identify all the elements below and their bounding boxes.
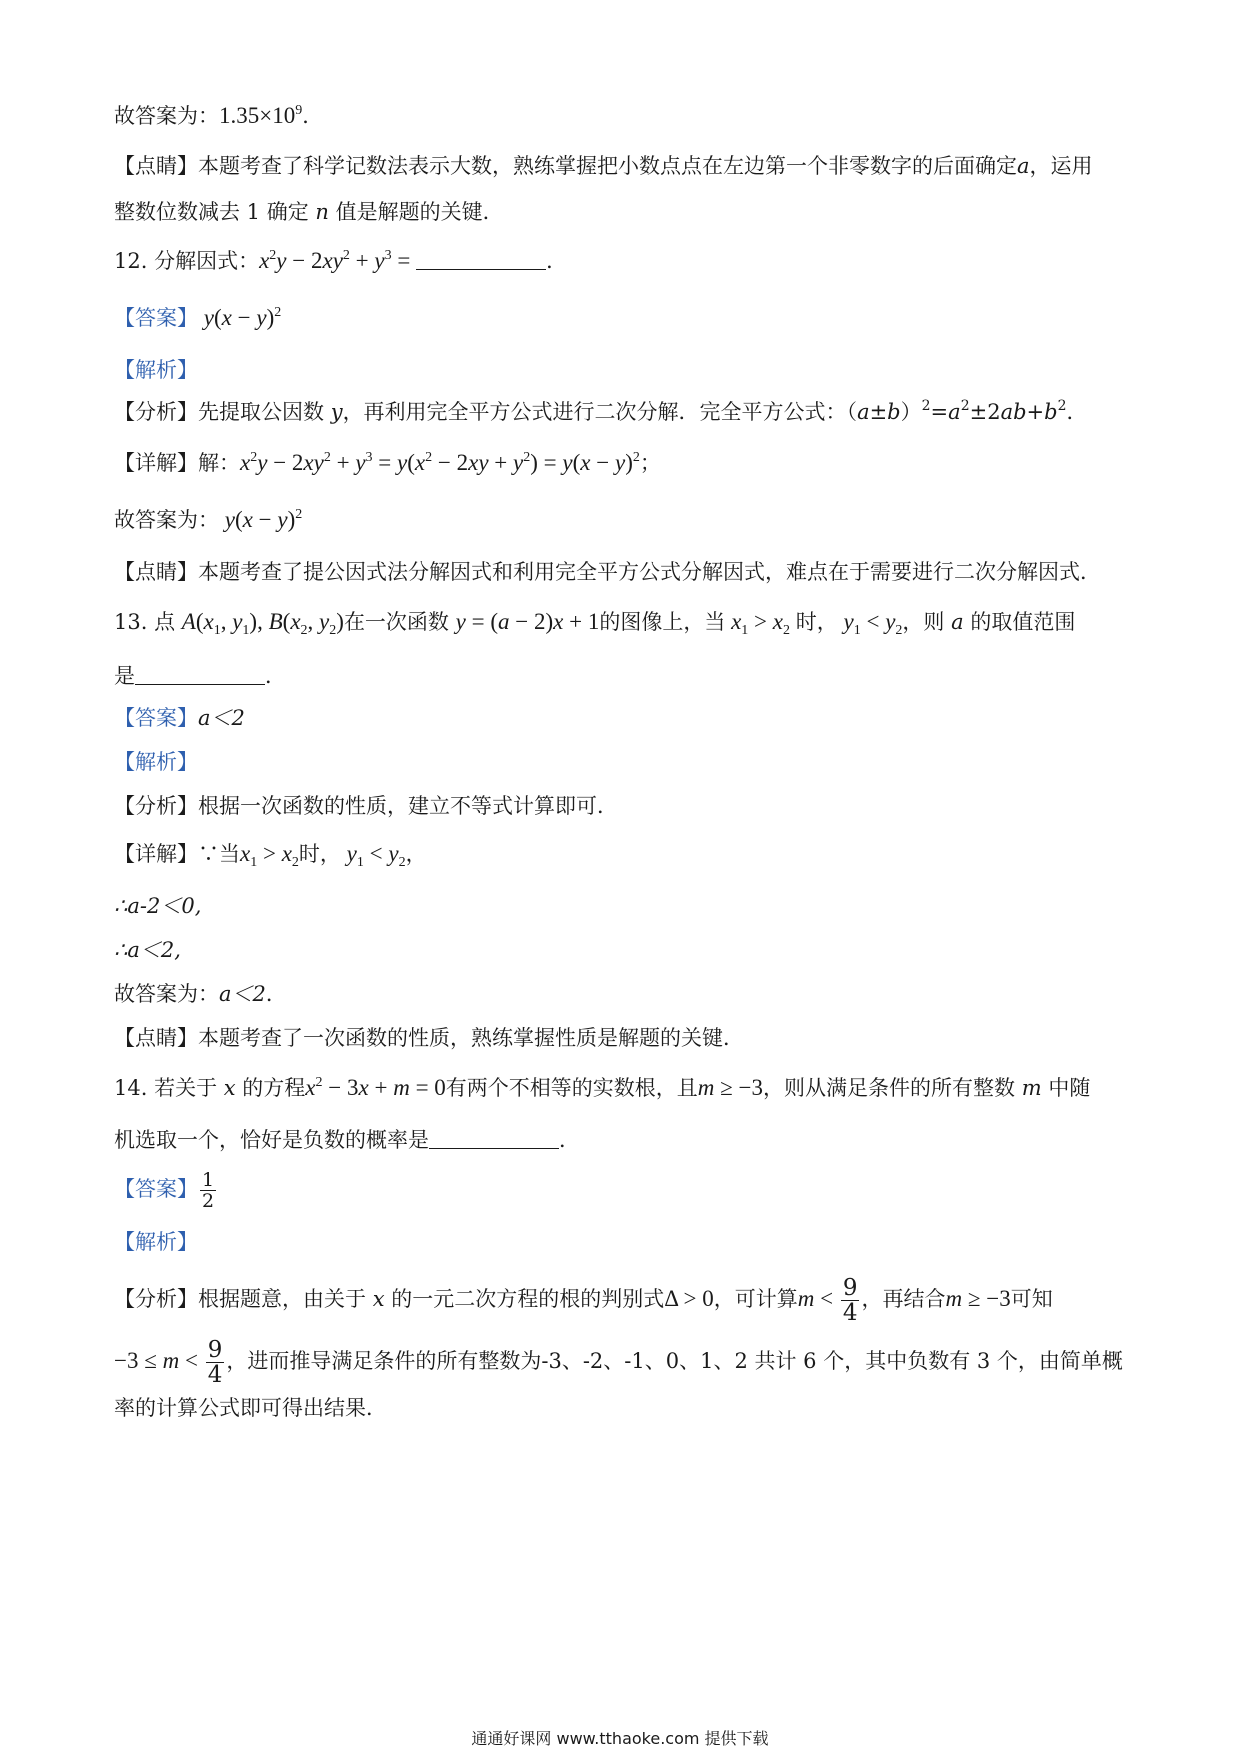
text: 本题考查了提公因式法分解因式和利用完全平方公式分解因式，难点在于需要进行二次分解因式． — [198, 560, 1101, 584]
tag-jiexi: 【解析】 — [114, 750, 198, 774]
var: a — [1017, 154, 1030, 178]
text: 故答案为： — [114, 508, 219, 532]
math-exp: 9 — [295, 103, 303, 118]
var: x — [223, 1076, 236, 1100]
text: 可知 — [1010, 1287, 1053, 1311]
tag-xiangjie: 【详解】 — [114, 451, 198, 475]
fenxi-14-cont — [114, 1338, 1130, 1387]
fraction-numerator: 9 — [207, 1337, 223, 1363]
fraction — [206, 1338, 225, 1387]
math: $x_1 > x_2$ — [240, 841, 299, 870]
text: 是 — [114, 664, 135, 688]
tag-answer: 【答案】 — [114, 1177, 198, 1201]
text: 的方程 — [235, 1076, 306, 1100]
math: m < — [797, 1286, 839, 1311]
text: ． — [265, 664, 286, 688]
jiexi-14 — [114, 1226, 1130, 1258]
question-14 — [114, 1072, 1130, 1104]
dianjing-11 — [114, 150, 1130, 182]
text: 有两个不相等的实数根，且 — [445, 1076, 698, 1100]
text: ∴a＜2, — [114, 938, 181, 962]
question-prefix: 14. 若关于 — [114, 1076, 224, 1100]
text: ±2 — [969, 400, 1001, 424]
question-13-cont — [114, 660, 1130, 692]
text: 的图像上，当 — [599, 610, 726, 634]
xiangjie-12 — [114, 447, 1130, 479]
tag-fenxi: 【分析】 — [114, 794, 198, 818]
math: $y_1 < y_2$ — [843, 609, 903, 638]
fraction-numerator: 1 — [202, 1169, 215, 1191]
math: y = (a − 2)x + 1 — [455, 609, 600, 634]
gu-13 — [114, 978, 1130, 1010]
answer-blank — [416, 249, 546, 270]
var: a±b — [857, 400, 901, 424]
math: $A(x_1$, $y_1$), $B(x_2$, $y_2$) — [181, 609, 344, 638]
text: 本题考查了科学记数法表示大数，熟练掌握把小数点点在左边第一个非零数字的后面确定 — [198, 154, 1017, 178]
xiangjie-13 — [114, 838, 1130, 870]
tag-jiexi: 【解析】 — [114, 1230, 198, 1254]
question-14-cont — [114, 1124, 1130, 1156]
text: 本题考查了一次函数的性质，熟练掌握性质是解题的关键． — [198, 1026, 744, 1050]
dianjing-13 — [114, 1022, 1130, 1054]
dianjing-12 — [114, 556, 1130, 588]
math-base: 1.35×10 — [219, 103, 296, 128]
text: 的一元二次方程的根的判别式 — [384, 1287, 665, 1311]
answer-value: a＜2 — [198, 706, 245, 730]
math: m ≥ −3 — [697, 1075, 764, 1100]
text: 时， — [298, 842, 341, 866]
math: $x_1 > x_2$ — [731, 609, 790, 638]
text: 根据一次函数的性质，建立不等式计算即可． — [198, 794, 618, 818]
answer-12 — [114, 302, 1130, 334]
var: ab+b — [1000, 400, 1058, 424]
text: 时， — [795, 610, 838, 634]
text: 在一次函数 — [343, 610, 456, 634]
text: ，进而推导满足条件的所有整数为-3、-2、-1、0、1、2 共计 6 个，其中负数有 3 个，由简单概 — [226, 1349, 1123, 1373]
var: a — [951, 610, 964, 634]
text: ，则 — [902, 610, 952, 634]
text: ． — [546, 249, 568, 273]
answer-13 — [114, 702, 1130, 734]
text: ， — [405, 842, 427, 866]
fraction-denominator: 2 — [202, 1190, 215, 1212]
tag-answer: 【答案】 — [114, 706, 198, 730]
fraction-numerator: 9 — [842, 1275, 858, 1301]
tag-dianjing: 【点睛】 — [114, 1026, 198, 1050]
answer-blank — [135, 664, 265, 685]
text: 整数位数减去 1 确定 — [114, 200, 316, 224]
answer-fraction — [200, 1170, 216, 1211]
fenxi-12: 【分析】先提取公因数 y，再利用完全平方公式进行二次分解．完全平方公式：$(a\pm b)^2=a^2\pm 2ab+b^2$． — [114, 398, 1088, 424]
math: Δ > 0 — [664, 1286, 714, 1311]
math: m ≥ −3 — [945, 1286, 1011, 1311]
tag-dianjing: 【点睛】 — [114, 154, 198, 178]
fenxi-14-cont2 — [114, 1392, 1130, 1424]
var: y — [330, 400, 343, 424]
answer-value: a＜2 — [219, 982, 266, 1006]
tag-fenxi: 【分析】 — [114, 400, 198, 424]
tag-answer: 【答案】 — [114, 306, 198, 330]
text: 中随 — [1041, 1076, 1091, 1100]
text: ． — [1066, 400, 1088, 424]
text: ） — [900, 400, 922, 424]
question-12 — [114, 245, 1130, 277]
question-13 — [114, 606, 1130, 638]
text: 值是解题的关键． — [328, 200, 504, 224]
text: ； — [639, 451, 661, 475]
text: ，则从满足条件的所有整数 — [763, 1076, 1022, 1100]
var: x — [372, 1287, 385, 1311]
var: m — [1021, 1076, 1042, 1100]
math: $x^2y - 2xy^2 + y^3 = y(x^2 - 2xy + y^2) = y(x - y)^2$ — [240, 450, 640, 475]
text: ． — [302, 104, 324, 128]
text: ∵当 — [198, 842, 240, 866]
fraction-denominator: 4 — [842, 1300, 858, 1326]
math: $y(x - y)^2$ — [203, 305, 282, 330]
answer-blank — [429, 1128, 559, 1149]
fraction-denominator: 4 — [207, 1362, 223, 1388]
fenxi-14 — [114, 1276, 1130, 1325]
fraction — [841, 1276, 860, 1325]
text: 先提取公因数 — [198, 400, 331, 424]
text: 解： — [198, 451, 240, 475]
var: n — [315, 200, 329, 224]
math — [219, 103, 302, 128]
dianjing-11-cont — [114, 196, 1130, 228]
text: ． — [265, 982, 287, 1006]
text: ，再利用完全平方公式进行二次分解．完全平方公式：（ — [342, 400, 858, 424]
jiexi-13 — [114, 746, 1130, 778]
text: 机选取一个，恰好是负数的概率是 — [114, 1128, 429, 1152]
question-prefix: 12. 分解因式： — [114, 249, 260, 273]
text: ∴a-2＜0, — [114, 894, 202, 918]
text: ． — [559, 1128, 580, 1152]
var: a — [948, 400, 961, 424]
answer-14 — [114, 1170, 1130, 1211]
step-13-1 — [114, 890, 1130, 922]
tag-dianjing: 【点睛】 — [114, 560, 198, 584]
math: $y_1 < y_2$ — [346, 841, 406, 870]
tag-xiangjie: 【详解】 — [114, 842, 198, 866]
jiexi-12 — [114, 354, 1130, 386]
text: ，再结合 — [861, 1287, 946, 1311]
text: 率的计算公式即可得出结果． — [114, 1396, 387, 1420]
math: $x^2y - 2xy^2 + y^3$ = — [259, 248, 411, 273]
tag-fenxi: 【分析】 — [114, 1287, 198, 1311]
gu-12 — [114, 504, 1130, 536]
page-footer: 通通好课网 www.tthaoke.com 提供下载 — [471, 1729, 769, 1748]
math: $y(x - y)^2$ — [224, 507, 303, 532]
step-13-2 — [114, 934, 1130, 966]
math: −3 ≤ m < — [114, 1348, 204, 1373]
tag-jiexi: 【解析】 — [114, 358, 198, 382]
text: 根据题意，由关于 — [198, 1287, 373, 1311]
question-prefix: 13. 点 — [114, 610, 182, 634]
text: 故答案为： — [114, 104, 219, 128]
text: 的取值范围 — [963, 610, 1076, 634]
fenxi-13 — [114, 790, 1130, 822]
text: = — [930, 400, 949, 424]
text: ，可计算 — [713, 1287, 798, 1311]
text: 故答案为： — [114, 982, 219, 1006]
text: ，运用 — [1029, 154, 1093, 178]
answer-line-11 — [114, 100, 1130, 132]
math: $x^2 - 3x + m = 0$ — [305, 1075, 446, 1100]
